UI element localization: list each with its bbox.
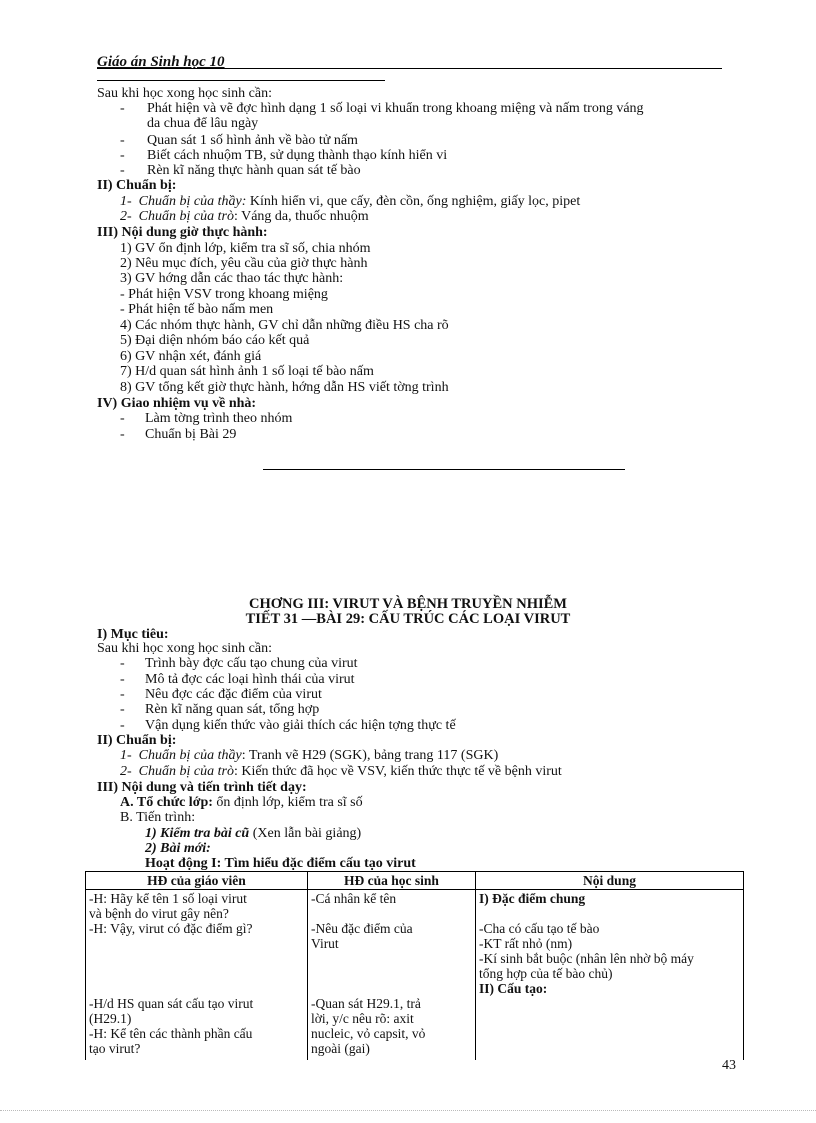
organization-line: [120, 795, 363, 811]
organization-text: ổn định lớp, kiểm tra sĩ số: [212, 795, 363, 810]
step-item: 1) GV ổn định lớp, kiểm tra sĩ số, chia nhóm: [120, 241, 371, 256]
prep-item: [120, 209, 369, 225]
content-cell: [476, 890, 744, 1060]
teacher-line: -H: Vậy, virut có đặc điểm gì?: [89, 921, 253, 936]
section-heading: I) Mục tiêu:: [97, 627, 169, 642]
step-item: 2) Nêu mục đích, yêu cầu của giờ thực hành: [120, 256, 368, 271]
student-line: -Nêu đặc điểm của: [311, 921, 413, 936]
list-item: da chua để lâu ngày: [147, 116, 259, 131]
student-line: -Cá nhân kể tên: [311, 891, 397, 906]
prep-label: Chuẩn bị của trò: [138, 209, 234, 224]
new-lesson-label: 2) Bài mới:: [145, 841, 211, 856]
prep-text: Kính hiển vi, que cấy, đèn cồn, ống nghiệm, giấy lọc, pipet: [246, 194, 581, 209]
teacher-line: và bệnh do virut gây nên?: [89, 906, 229, 921]
prep-text: : Váng da, thuốc nhuộm: [233, 209, 369, 224]
list-item: Biết cách nhuộm TB, sử dụng thành thạo kính hiển vi: [147, 148, 448, 163]
section-heading: IV) Giao nhiệm vụ về nhà:: [97, 396, 257, 411]
lesson-title: TIẾT 31 —BÀI 29: CẤU TRÚC CÁC LOẠI VIRUT: [245, 611, 571, 627]
section-divider: [263, 469, 625, 470]
column-header-teacher: HĐ của giáo viên: [86, 872, 308, 890]
list-item: Rèn kĩ năng thực hành quan sát tế bào: [147, 163, 361, 178]
teacher-line: (H29.1): [89, 1011, 132, 1026]
section-heading: III) Nội dung giờ thực hành:: [97, 225, 268, 240]
section-heading: II) Chuẩn bị:: [97, 733, 177, 748]
objective-item: Nêu đợc các đặc điểm của virut: [145, 687, 322, 702]
review-line: [145, 826, 361, 842]
header-rule: [97, 68, 722, 69]
prep-text: : Tranh vẽ H29 (SGK), bảng trang 117 (SGK): [241, 748, 499, 763]
list-bullet: -: [120, 101, 125, 116]
prep-number: 1-: [120, 748, 132, 763]
chapter-title: CHƠNG III: VIRUT VÀ BỆNH TRUYỀN NHIỄM: [249, 596, 567, 612]
column-header-student: HĐ của học sinh: [308, 872, 476, 890]
list-item: Phát hiện và vẽ đợc hình dạng 1 số loại vi khuẩn trong khoang miệng và nấm trong váng: [147, 101, 644, 116]
list-bullet: -: [120, 163, 125, 178]
teacher-line: -H/d HS quan sát cấu tạo virut: [89, 996, 254, 1011]
prep-label: Chuẩn bị của thầy:: [138, 194, 247, 209]
list-bullet: -: [120, 411, 125, 426]
student-line: nucleic, vỏ capsit, vỏ: [311, 1026, 426, 1041]
student-cell: [308, 890, 476, 1060]
content-heading: I) Đặc điểm chung: [479, 891, 586, 906]
content-heading: II) Cấu tạo:: [479, 981, 548, 996]
section-heading: III) Nội dung và tiến trình tiết dạy:: [97, 780, 307, 795]
prep-number: 2-: [120, 764, 132, 779]
objective-item: Rèn kĩ năng quan sát, tổng hợp: [145, 702, 320, 717]
prep-item: [120, 764, 562, 780]
objective-item: Trình bày đợc cấu tạo chung của virut: [145, 656, 358, 671]
content-line: tổng hợp của tế bào chủ): [479, 966, 613, 981]
teacher-cell: [86, 890, 308, 1060]
process-heading: B. Tiến trình:: [120, 810, 196, 825]
activity-table: [85, 871, 744, 1060]
list-bullet: -: [120, 427, 125, 442]
student-line: lời, y/c nêu rõ: axit: [311, 1011, 414, 1026]
content-line: -Cha có cấu tạo tế bào: [479, 921, 600, 936]
organization-label: A. Tổ chức lớp:: [120, 795, 213, 810]
step-item: - Phát hiện VSV trong khoang miệng: [120, 287, 328, 302]
column-header-content: Nội dung: [476, 872, 744, 890]
step-item: 4) Các nhóm thực hành, GV chỉ dẫn những điều HS cha rõ: [120, 318, 449, 333]
review-text: (Xen lẫn bài giảng): [249, 826, 362, 841]
list-item: Quan sát 1 số hình ảnh về bào tử nấm: [147, 133, 358, 148]
page-header-title: Giáo án Sinh học 10: [97, 54, 225, 70]
section-heading: II) Chuẩn bị:: [97, 178, 177, 193]
review-label: 1) Kiểm tra bài cũ: [145, 826, 250, 841]
step-item: 7) H/d quan sát hình ảnh 1 số loại tế bào nấm: [120, 364, 374, 379]
prep-label: Chuẩn bị của trò: [138, 764, 234, 779]
homework-item: Làm tờng trình theo nhóm: [145, 411, 293, 426]
page-number: 43: [722, 1058, 736, 1073]
prep-number: 2-: [120, 209, 132, 224]
prep-number: 1-: [120, 194, 132, 209]
prep-label: Chuẩn bị của thầy: [138, 748, 242, 763]
header-subrule: [97, 80, 385, 81]
student-line: Virut: [311, 936, 339, 951]
student-line: ngoài (gai): [311, 1041, 370, 1056]
homework-item: Chuẩn bị Bài 29: [145, 427, 237, 442]
page-footer-rule: [0, 1110, 816, 1111]
list-bullet: -: [120, 656, 125, 671]
list-bullet: -: [120, 133, 125, 148]
step-item: 8) GV tổng kết giờ thực hành, hớng dẫn HS viết tờng trình: [120, 380, 449, 395]
intro-text: Sau khi học xong học sinh cần:: [97, 641, 272, 656]
intro-text: Sau khi học xong học sinh cần:: [97, 86, 272, 101]
list-bullet: -: [120, 687, 125, 702]
step-item: 6) GV nhận xét, đánh giá: [120, 349, 262, 364]
teacher-line: -H: Hãy kể tên 1 số loại virut: [89, 891, 247, 906]
prep-item: [120, 194, 580, 210]
list-bullet: -: [120, 702, 125, 717]
student-line: -Quan sát H29.1, trả: [311, 996, 421, 1011]
step-item: 5) Đại diện nhóm báo cáo kết quả: [120, 333, 310, 348]
prep-text: : Kiến thức đã học về VSV, kiến thức thực tế về bệnh virut: [233, 764, 562, 779]
step-item: 3) GV hớng dẫn các thao tác thực hành:: [120, 271, 344, 286]
objective-item: Mô tả đợc các loại hình thái của virut: [145, 672, 355, 687]
teacher-line: -H: Kể tên các thành phần cấu: [89, 1026, 253, 1041]
prep-item: [120, 748, 498, 764]
teacher-line: tạo virut?: [89, 1041, 141, 1056]
objective-item: Vận dụng kiến thức vào giải thích các hiện tợng thực tế: [145, 718, 456, 733]
step-item: - Phát hiện tế bào nấm men: [120, 302, 274, 317]
list-bullet: -: [120, 148, 125, 163]
content-line: -Kí sinh bắt buộc (nhân lên nhờ bộ máy: [479, 951, 694, 966]
activity-title: Hoạt động I: Tìm hiểu đặc điểm cấu tạo virut: [145, 856, 416, 871]
content-line: -KT rất nhỏ (nm): [479, 936, 573, 951]
list-bullet: -: [120, 672, 125, 687]
list-bullet: -: [120, 718, 125, 733]
